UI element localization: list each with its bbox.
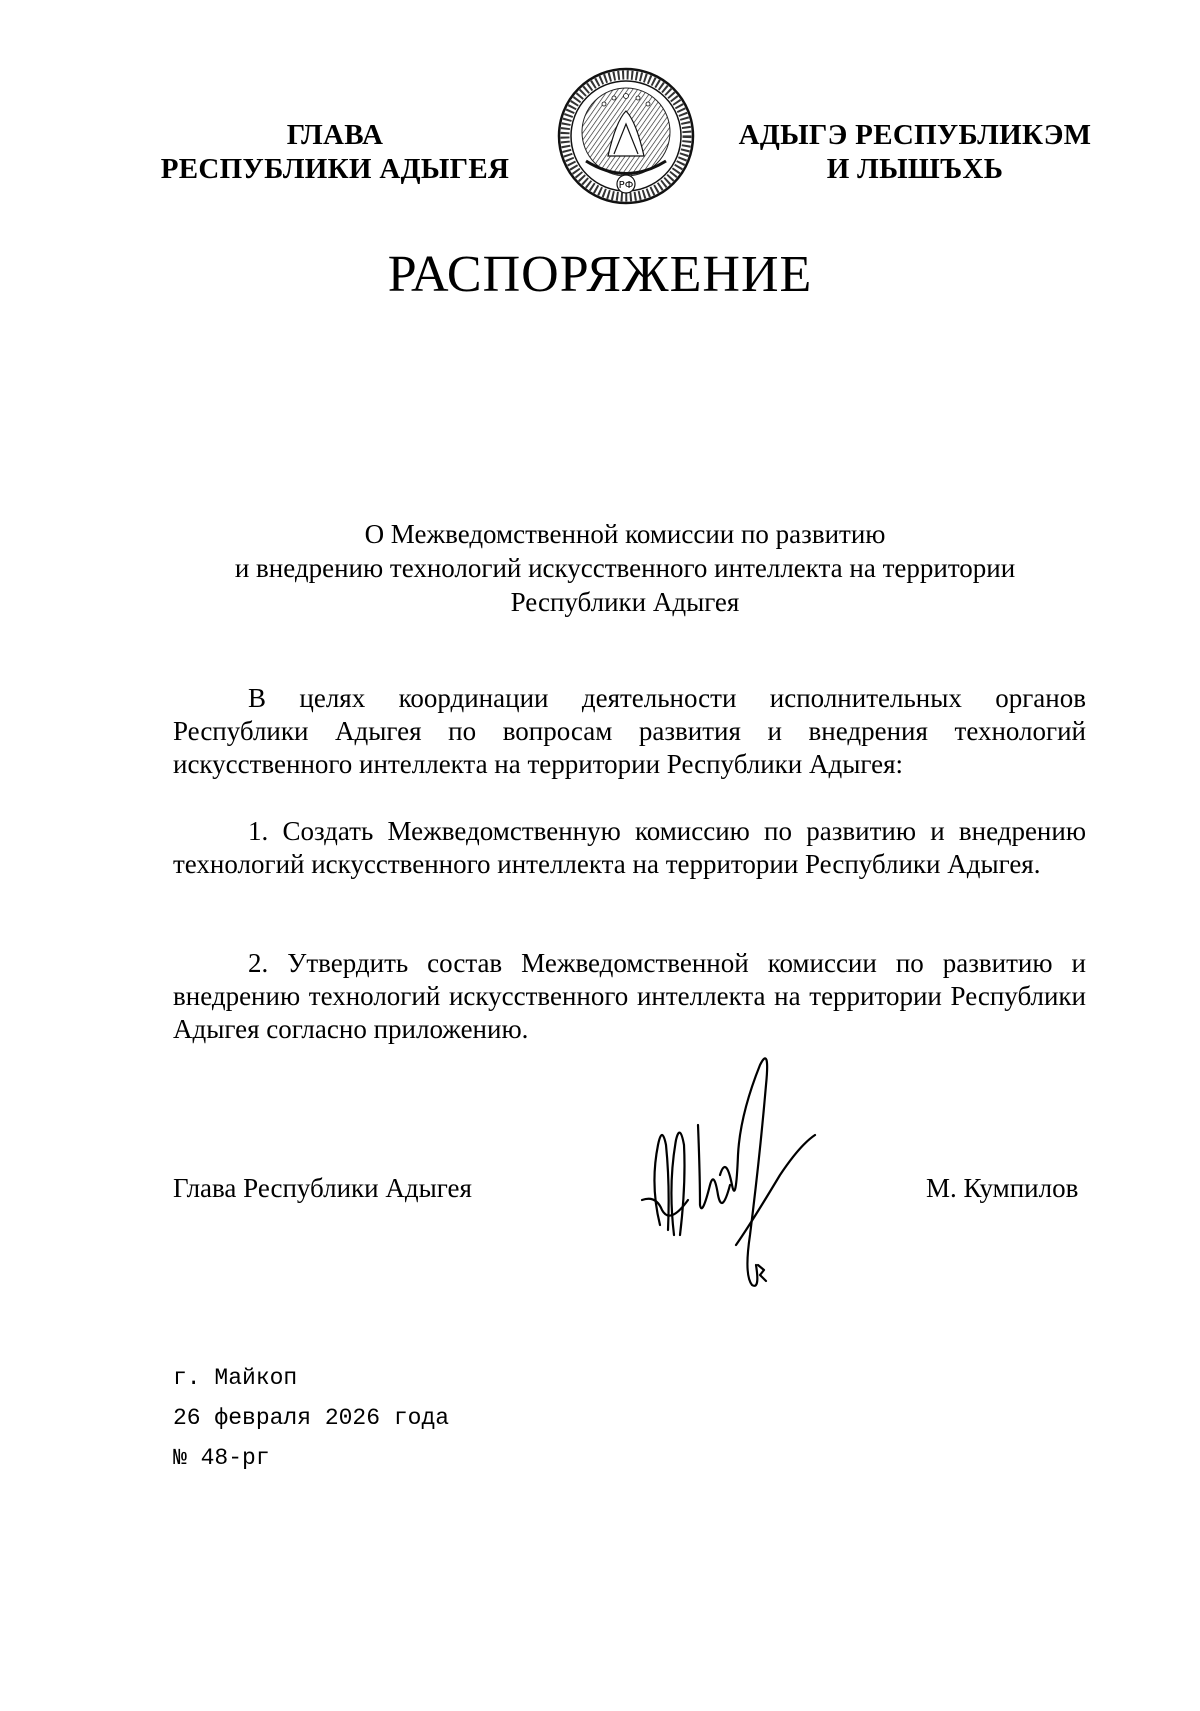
header-left-line-2: РЕСПУБЛИКИ АДЫГЕЯ: [160, 153, 510, 185]
header-right-line-2: И ЛЫШЪХЬ: [826, 153, 1004, 185]
header-left-title: [160, 118, 510, 186]
document-details: [173, 1358, 449, 1478]
subject-line-3: Республики Адыгея: [510, 587, 740, 617]
intro-paragraph: В целях координации деятельности исполнительных органов Республики Адыгея по вопросам развития и внедрения технологий искусственного интеллекта на территории Республики Адыгея:: [173, 683, 1086, 779]
handwritten-signature: [640, 1035, 880, 1305]
header-right-title: [735, 118, 1095, 186]
document-city: г. Майкоп: [173, 1365, 298, 1391]
document-date: 26 февраля 2026 года: [173, 1405, 450, 1431]
subject-line-2: и внедрению технологий искусственного интеллекта на территории: [234, 553, 1016, 583]
item-1-paragraph: 1. Создать Межведомственную комиссию по развитию и внедрению технологий искусственного интеллекта на территории Республики Адыгея.: [173, 816, 1086, 879]
subject-line-1: О Межведомственной комиссии по развитию: [364, 519, 886, 549]
coat-of-arms-emblem-icon: [556, 66, 696, 206]
document-number: № 48-рг: [173, 1445, 270, 1471]
header-right-line-1: АДЫГЭ РЕСПУБЛИКЭМ: [738, 119, 1092, 151]
document-subject: [160, 517, 1090, 619]
header-left-line-1: ГЛАВА: [286, 119, 384, 151]
emblem-rf-text: РФ: [618, 180, 634, 191]
item-2-paragraph: 2. Утвердить состав Межведомственной комиссии по развитию и внедрению технологий искусственного интеллекта на территории Республики Адыгея согласно приложению.: [173, 948, 1086, 1044]
signatory-name: М. Кумпилов: [926, 1173, 1079, 1203]
document-type-title: РАСПОРЯЖЕНИЕ: [387, 246, 813, 303]
signatory-position: Глава Республики Адыгея: [173, 1173, 472, 1203]
